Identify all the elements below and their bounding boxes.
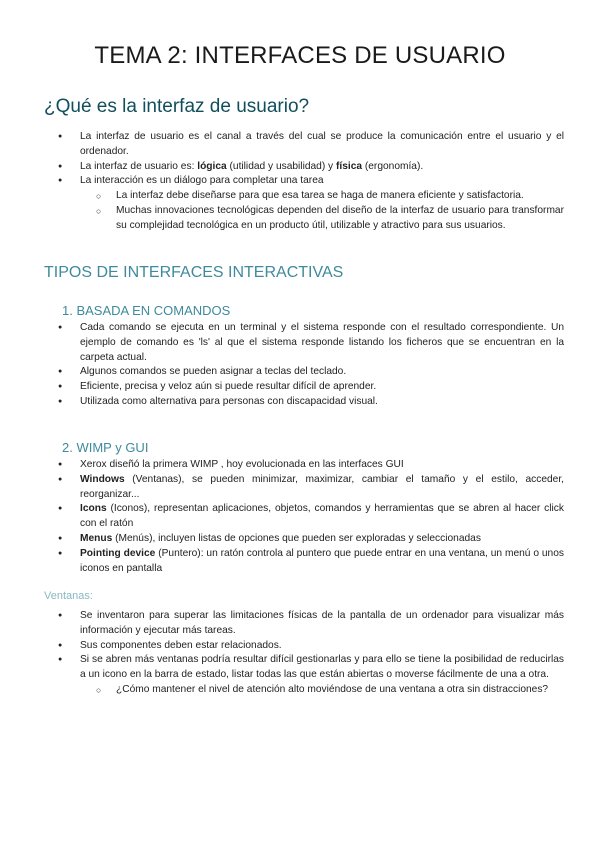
section-heading-tipos: TIPOS DE INTERFACES INTERACTIVAS [44, 264, 344, 281]
section-heading-interfaz: ¿Qué es la interfaz de usuario? [44, 96, 310, 117]
list-item: ● Icons (Iconos), representan aplicaciones, objetos, comandos y herramientas que se abren al hacer click con el ratón [80, 502, 564, 532]
sub-list-item: ○ La interfaz debe diseñarse para que esa tarea se haga de manera eficiente y satisfactoria. [116, 189, 564, 204]
list-item: ● Sus componentes deben estar relacionados. [80, 639, 564, 654]
list-item: ● Utilizada como alternativa para personas con discapacidad visual. [80, 395, 564, 410]
list-item: ● Algunos comandos se pueden asignar a teclas del teclado. [80, 365, 564, 380]
bullet-list-wimp [80, 458, 564, 576]
subsection-heading-ventanas: Ventanas: [44, 590, 93, 602]
list-item: ● Windows (Ventanas), se pueden minimizar, maximizar, cambiar el tamaño y el estilo, acceder, reorganizar... [80, 473, 564, 503]
subsection-heading-comandos: 1. BASADA EN COMANDOS [62, 303, 231, 318]
sub-list [116, 683, 564, 698]
subsection-heading-wimp: 2. WIMP y GUI [62, 440, 149, 455]
page-title: TEMA 2: INTERFACES DE USUARIO [94, 42, 506, 69]
list-item: ● Se inventaron para superar las limitaciones físicas de la pantalla de un ordenador para visualizar más información y ejecutar más tareas. [80, 609, 564, 639]
sub-list-item: ○ ¿Cómo mantener el nivel de atención alto moviéndose de una ventana a otra sin distracciones? [116, 683, 564, 698]
sub-list-item: ○ Muchas innovaciones tecnológicas dependen del diseño de la interfaz de usuario para transformar su complejidad tecnológica en un producto útil, utilizable y atractivo para sus usuarios. [116, 204, 564, 234]
list-item: ● Si se abren más ventanas podría resultar difícil gestionarlas y para ello se tiene la posibilidad de reducirlas a un icono en la barra de estado, listar todas las que están abiertas o moverse fácilmente de una a otra. ○ ¿Cómo mantener el nivel de atención alto moviéndose de una ventana a otra sin distracciones? [80, 653, 564, 697]
bullet-list-ventanas [80, 609, 564, 698]
bullet-list-interfaz [80, 130, 564, 234]
list-item: ● La interacción es un diálogo para completar una tarea ○ La interfaz debe diseñarse para que esa tarea se haga de manera eficiente y satisfactoria. ○ Muchas innovaciones tecnológicas dependen del diseño de la interfaz de usuario para transformar su complejidad tecnológica en un producto útil, utilizable y atractivo para sus usuarios. [80, 174, 564, 233]
list-item: ● Cada comando se ejecuta en un terminal y el sistema responde con el resultado correspondiente. Un ejemplo de comando es 'ls' al que el sistema responde listando los ficheros que se encuentran en la carpeta actual. [80, 321, 564, 365]
list-item: ● La interfaz de usuario es el canal a través del cual se produce la comunicación entre el usuario y el ordenador. [80, 130, 564, 160]
list-item: ● Menus (Menús), incluyen listas de opciones que pueden ser exploradas y seleccionadas [80, 532, 564, 547]
list-item: ● Xerox diseñó la primera WIMP , hoy evolucionada en las interfaces GUI [80, 458, 564, 473]
list-item: ● Pointing device (Puntero): un ratón controla al puntero que puede entrar en una ventana, un menú o unos iconos en pantalla [80, 547, 564, 577]
bullet-list-comandos [80, 321, 564, 410]
list-item: ● Eficiente, precisa y veloz aún si puede resultar difícil de aprender. [80, 380, 564, 395]
sub-list [116, 189, 564, 233]
list-item: ● La interfaz de usuario es: lógica (utilidad y usabilidad) y física (ergonomía). [80, 160, 564, 175]
